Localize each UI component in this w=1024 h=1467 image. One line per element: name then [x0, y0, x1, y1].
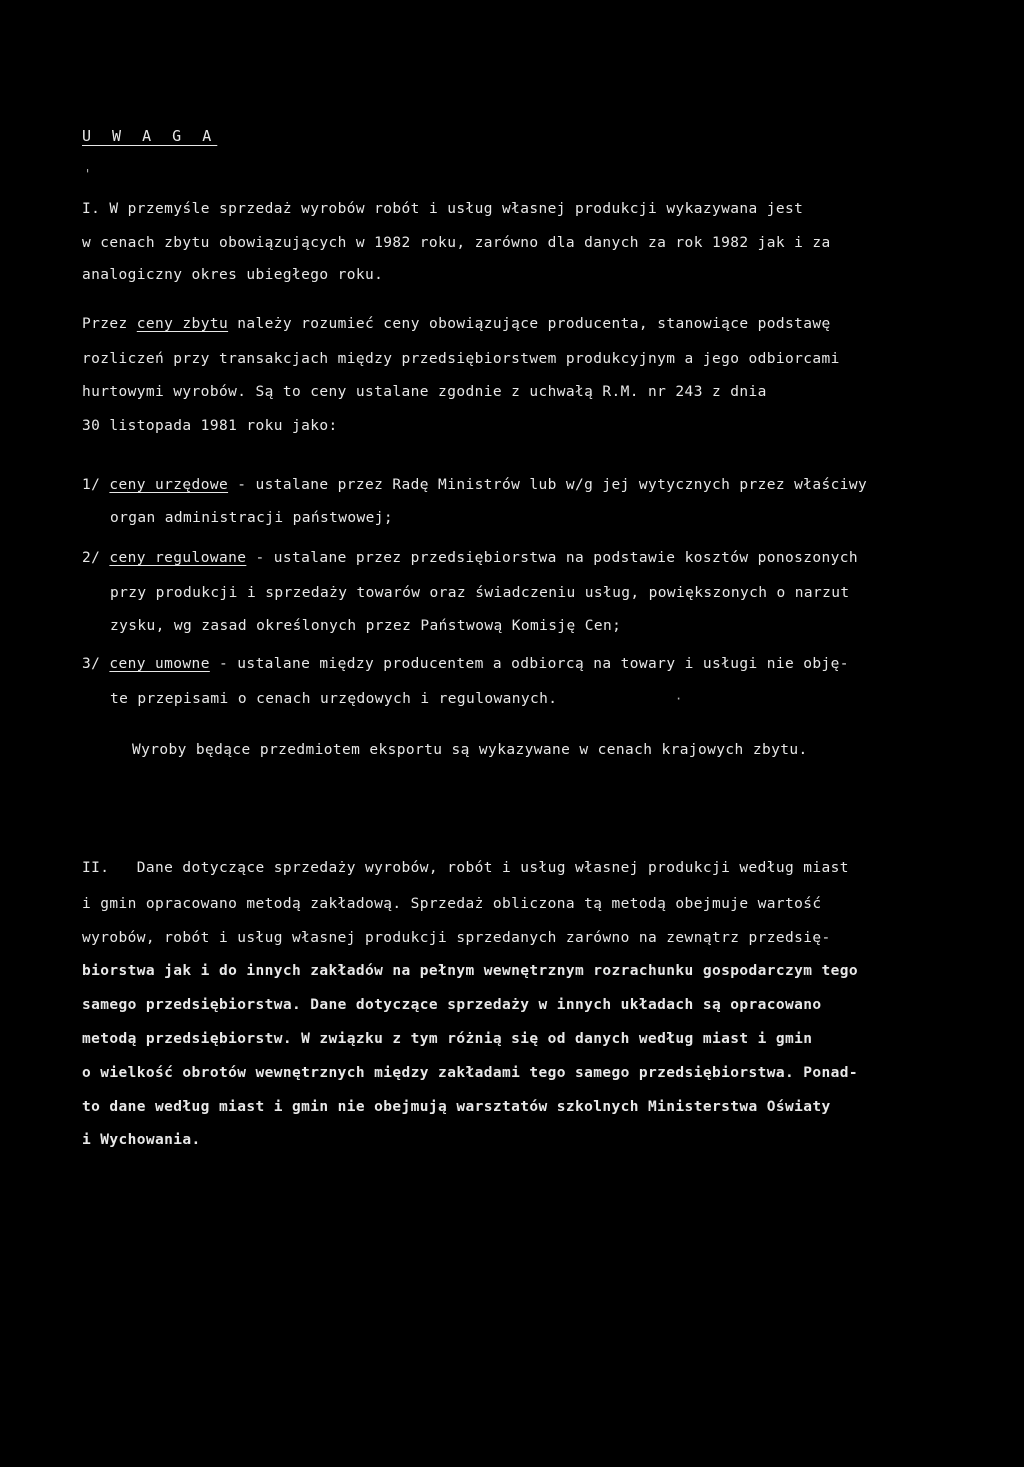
section1-para2-line-4: 30 listopada 1981 roku jako: [82, 418, 338, 434]
item-3-text: - ustalane między producentem a odbiorcą na towary i usługi nie obję- [209, 656, 849, 672]
section2-line-5: samego przedsiębiorstwa. Dane dotyczące sprzedaży w innych układach są opracowano [82, 997, 822, 1013]
section2-text-1: Dane dotyczące sprzedaży wyrobów, robót i usług własnej produkcji według miast [136, 860, 849, 876]
price-item-2-cont-1: przy produkcji i sprzedaży towarów oraz świadczeniu usług, powiększonych o narzut [110, 585, 850, 601]
para2-prefix: Przez [82, 316, 137, 332]
export-note: Wyroby będące przedmiotem eksportu są wykazywane w cenach krajowych zbytu. [132, 742, 808, 758]
section2-line-3: wyrobów, robót i usług własnej produkcji sprzedanych zarówno na zewnątrz przedsię- [82, 930, 831, 946]
section2-line-1 [82, 859, 849, 877]
section1-para1-text: W przemyśle sprzedaż wyrobów robót i usług własnej produkcji wykazywana jest [109, 201, 804, 217]
scan-artifact-mark: · [675, 692, 683, 706]
para2-line1-rest: należy rozumieć ceny obowiązujące producenta, stanowiące podstawę [228, 316, 831, 332]
section1-para2-line-2: rozliczeń przy transakcjach między przedsiębiorstwem produkcyjnym a jego odbiorcami [82, 351, 840, 367]
price-item-1 [82, 476, 867, 494]
page-heading: U W A G A [82, 127, 218, 145]
item-3-number: 3/ [82, 656, 110, 672]
scan-artifact-mark: ' [84, 167, 92, 181]
item-1-text: - ustalane przez Radę Ministrów lub w/g jej wytycznych przez właściwy [228, 477, 868, 493]
section2-number: II. [82, 860, 110, 876]
section2-line-2: i gmin opracowano metodą zakładową. Sprzedaż obliczona tą metodą obejmuje wartość [82, 896, 822, 912]
item-2-number: 2/ [82, 550, 110, 566]
section2-line-9: i Wychowania. [82, 1132, 201, 1148]
section1-line-1 [82, 200, 803, 218]
term-ceny-regulowane: ceny regulowane [109, 550, 247, 566]
section2-line-8: to dane według miast i gmin nie obejmują warsztatów szkolnych Ministerstwa Oświaty [82, 1099, 831, 1115]
section2-line-7: o wielkość obrotów wewnętrznych między zakładami tego samego przedsiębiorstwa. Ponad- [82, 1065, 859, 1081]
price-item-1-cont: organ administracji państwowej; [110, 510, 394, 526]
term-ceny-umowne: ceny umowne [109, 656, 210, 672]
term-ceny-zbytu: ceny zbytu [136, 316, 229, 332]
section1-line-2: w cenach zbytu obowiązujących w 1982 roku, zarówno dla danych za rok 1982 jak i za [82, 235, 831, 251]
item-1-number: 1/ [82, 477, 110, 493]
price-item-2 [82, 549, 858, 567]
section1-para2-line-3: hurtowymi wyrobów. Są to ceny ustalane zgodnie z uchwałą R.M. nr 243 z dnia [82, 384, 767, 400]
term-ceny-urzedowe: ceny urzędowe [109, 477, 229, 493]
section1-number: I. [82, 201, 101, 217]
item-2-text: - ustalane przez przedsiębiorstwa na podstawie kosztów ponoszonych [246, 550, 859, 566]
section1-line-3: analogiczny okres ubiegłego roku. [82, 267, 384, 283]
price-item-3-cont: te przepisami o cenach urzędowych i regulowanych. [110, 691, 558, 707]
section2-line-4: biorstwa jak i do innych zakładów na pełnym wewnętrznym rozrachunku gospodarczym tego [82, 963, 859, 979]
price-item-3 [82, 655, 849, 673]
section2-line-6: metodą przedsiębiorstw. W związku z tym różnią się od danych według miast i gmin [82, 1031, 813, 1047]
price-item-2-cont-2: zysku, wg zasad określonych przez Państwową Komisję Cen; [110, 618, 622, 634]
section1-para2-line-1 [82, 315, 831, 333]
